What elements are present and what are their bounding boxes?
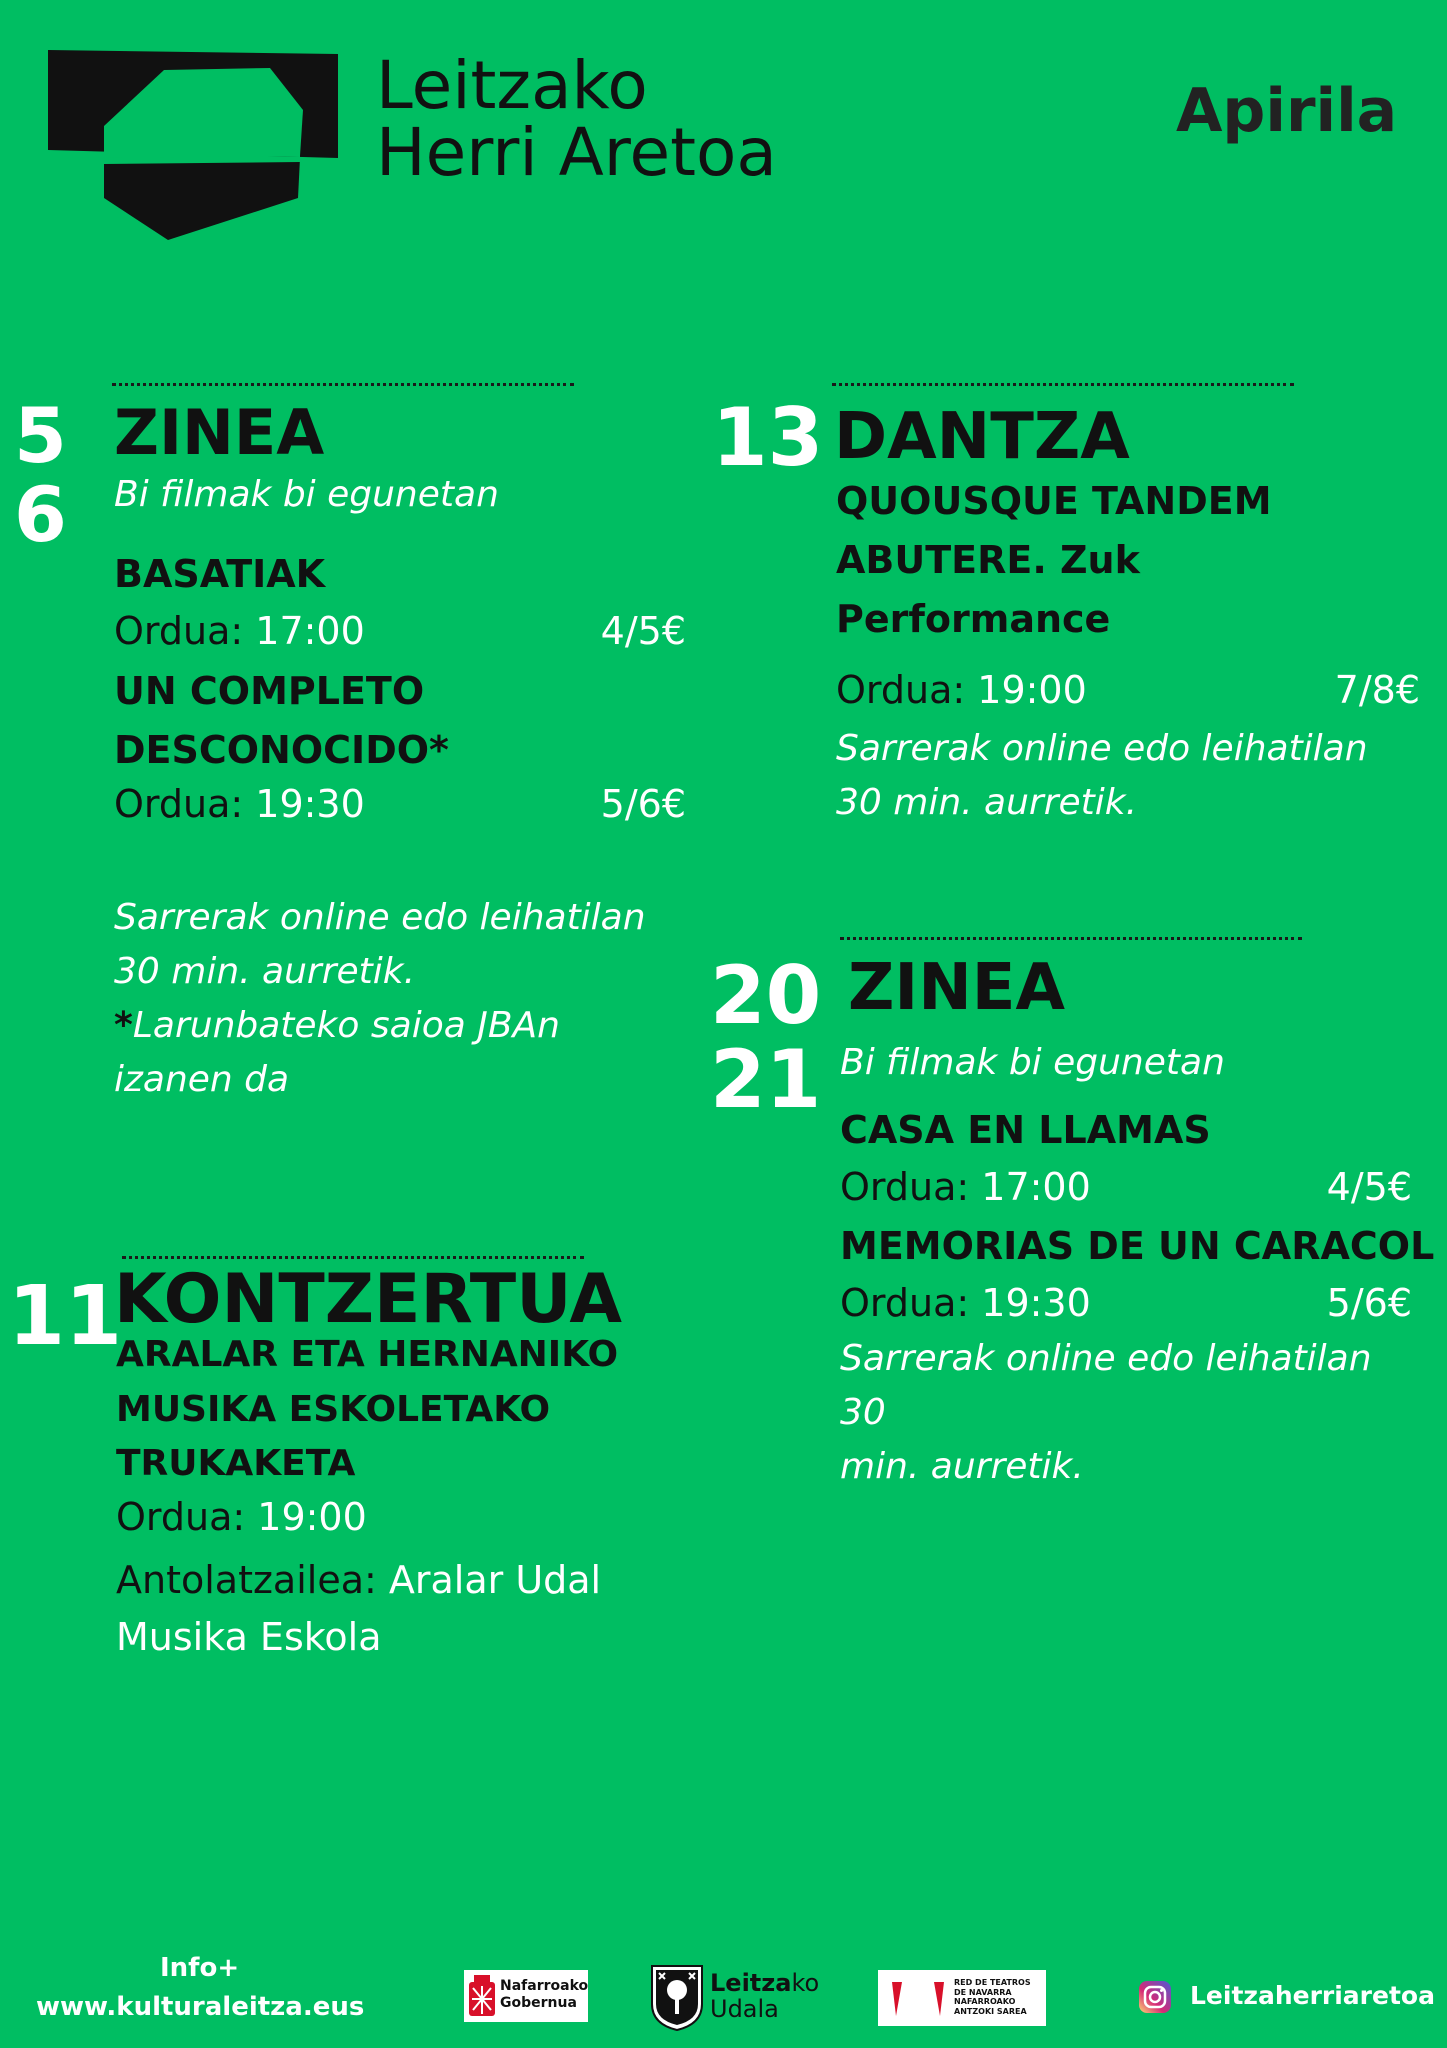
note-line: 30 min. aurretik. — [114, 951, 416, 992]
showtime — [114, 609, 365, 655]
leitza-bold: Leitza — [710, 1969, 792, 1997]
film-title: MEMORIAS DE UN CARACOL — [840, 1224, 1435, 1268]
event-day: 21 — [710, 1033, 822, 1126]
navarra-government-logo — [464, 1970, 588, 2022]
ticket-price: 4/5€ — [1326, 1165, 1412, 1209]
ticket-price: 5/6€ — [600, 782, 686, 826]
venue-logo-icon — [48, 50, 338, 240]
note-line: Sarrerak online edo leihatilan 30 — [840, 1338, 1372, 1433]
event-day: 20 — [710, 949, 822, 1042]
showtime — [840, 1281, 1091, 1327]
event-day: 11 — [8, 1269, 123, 1364]
film-title-line: UN COMPLETO — [114, 669, 425, 713]
event-title — [836, 472, 1272, 649]
leitza-suffix: ko — [791, 1969, 820, 1997]
event-category: DANTZA — [834, 400, 1130, 474]
divider — [112, 383, 574, 386]
theatre-network-icon — [886, 1976, 956, 2020]
note-text: Larunbateko saioa JBAn — [132, 1005, 560, 1046]
note-line: izanen da — [114, 1059, 290, 1100]
time-label: Ordua: — [114, 609, 244, 653]
instagram-icon[interactable] — [1138, 1980, 1172, 2014]
note-line — [114, 999, 674, 1053]
note-line: 30 min. aurretik. — [836, 782, 1138, 823]
theatre-network-line: NAFARROAKO — [954, 1997, 1016, 2007]
event-subtitle: Bi filmak bi egunetan — [114, 474, 499, 515]
showtime — [116, 1495, 367, 1541]
title-line: Performance — [836, 596, 1111, 641]
ticket-note — [836, 722, 1416, 830]
ticket-price: 5/6€ — [1326, 1281, 1412, 1325]
ticket-price: 7/8€ — [1334, 668, 1420, 712]
info-label: Info+ — [160, 1953, 240, 1983]
ticket-price: 4/5€ — [600, 609, 686, 653]
theatre-network-text — [954, 1978, 1031, 2016]
theatre-network-line: ANTZOKI SAREA — [954, 2006, 1027, 2016]
note-line: Sarrerak online edo leihatilan — [114, 897, 646, 938]
instagram-handle[interactable]: Leitzaherriaretoa — [1190, 1981, 1435, 2010]
title-line: TRUKAKETA — [116, 1443, 356, 1485]
theatre-network-line: RED DE TEATROS — [954, 1978, 1031, 1987]
navarra-line: Gobernua — [500, 1994, 577, 2011]
event-title — [116, 1328, 618, 1492]
venue-name — [376, 47, 777, 192]
organizer-value: Musika Eskola — [116, 1615, 382, 1659]
event-category: ZINEA — [848, 951, 1066, 1025]
note-line: min. aurretik. — [840, 1446, 1084, 1487]
time-label: Ordua: — [116, 1495, 246, 1539]
time-value: 19:00 — [977, 668, 1087, 712]
leitza-line — [710, 1970, 819, 1996]
showtime — [114, 782, 365, 828]
title-line: MUSIKA ESKOLETAKO — [116, 1388, 551, 1430]
showtime — [840, 1165, 1091, 1211]
title-line: ABUTERE. Zuk — [836, 537, 1140, 582]
leitza-shield-icon — [650, 1964, 704, 2032]
leitza-council-logo — [650, 1964, 820, 2034]
event-day: 13 — [712, 391, 824, 484]
divider — [840, 937, 1302, 940]
time-value: 17:00 — [255, 609, 365, 653]
asterisk: * — [114, 1005, 133, 1046]
time-value: 19:30 — [981, 1281, 1091, 1325]
divider — [832, 383, 1294, 386]
showtime — [836, 668, 1087, 714]
theatre-network-line: DE NAVARRA — [954, 1987, 1012, 1997]
title-line: ARALAR ETA HERNANIKO — [116, 1334, 619, 1375]
event-subtitle: Bi filmak bi egunetan — [840, 1042, 1225, 1083]
month-title: Apirila — [1176, 76, 1398, 146]
time-label: Ordua: — [836, 668, 966, 712]
ticket-note — [840, 1332, 1420, 1494]
event-day: 5 — [14, 391, 67, 480]
title-line: QUOUSQUE TANDEM — [836, 479, 1272, 523]
venue-name-line1: Leitzako — [376, 47, 648, 124]
event-day: 6 — [14, 470, 67, 559]
time-label: Ordua: — [114, 782, 244, 826]
film-title: CASA EN LLAMAS — [840, 1108, 1211, 1152]
time-label: Ordua: — [840, 1281, 970, 1325]
time-value: 19:30 — [255, 782, 365, 826]
navarra-text — [500, 1978, 588, 2012]
note-line: Sarrerak online edo leihatilan — [836, 728, 1368, 769]
ticket-note — [114, 891, 674, 1107]
film-title — [114, 662, 449, 780]
theatre-network-logo — [878, 1970, 1046, 2026]
organizer — [116, 1552, 676, 1666]
time-value: 17:00 — [981, 1165, 1091, 1209]
time-value: 19:00 — [257, 1495, 367, 1539]
venue-name-line2: Herri Aretoa — [376, 114, 777, 192]
organizer-value: Aralar Udal — [388, 1558, 602, 1602]
divider — [122, 1256, 584, 1259]
event-category: ZINEA — [114, 396, 325, 469]
navarra-shield-icon — [468, 1974, 496, 2018]
navarra-line: Nafarroako — [500, 1978, 589, 1994]
website-link[interactable]: www.kulturaleitza.eus — [36, 1992, 365, 2022]
film-title: BASATIAK — [114, 552, 326, 596]
event-category: KONTZERTUA — [114, 1260, 622, 1339]
leitza-line: Udala — [710, 1995, 779, 2024]
leitza-text — [710, 1970, 819, 2023]
film-title-line: DESCONOCIDO* — [114, 727, 449, 772]
time-label: Ordua: — [840, 1165, 970, 1209]
organizer-label: Antolatzailea: — [116, 1558, 377, 1602]
